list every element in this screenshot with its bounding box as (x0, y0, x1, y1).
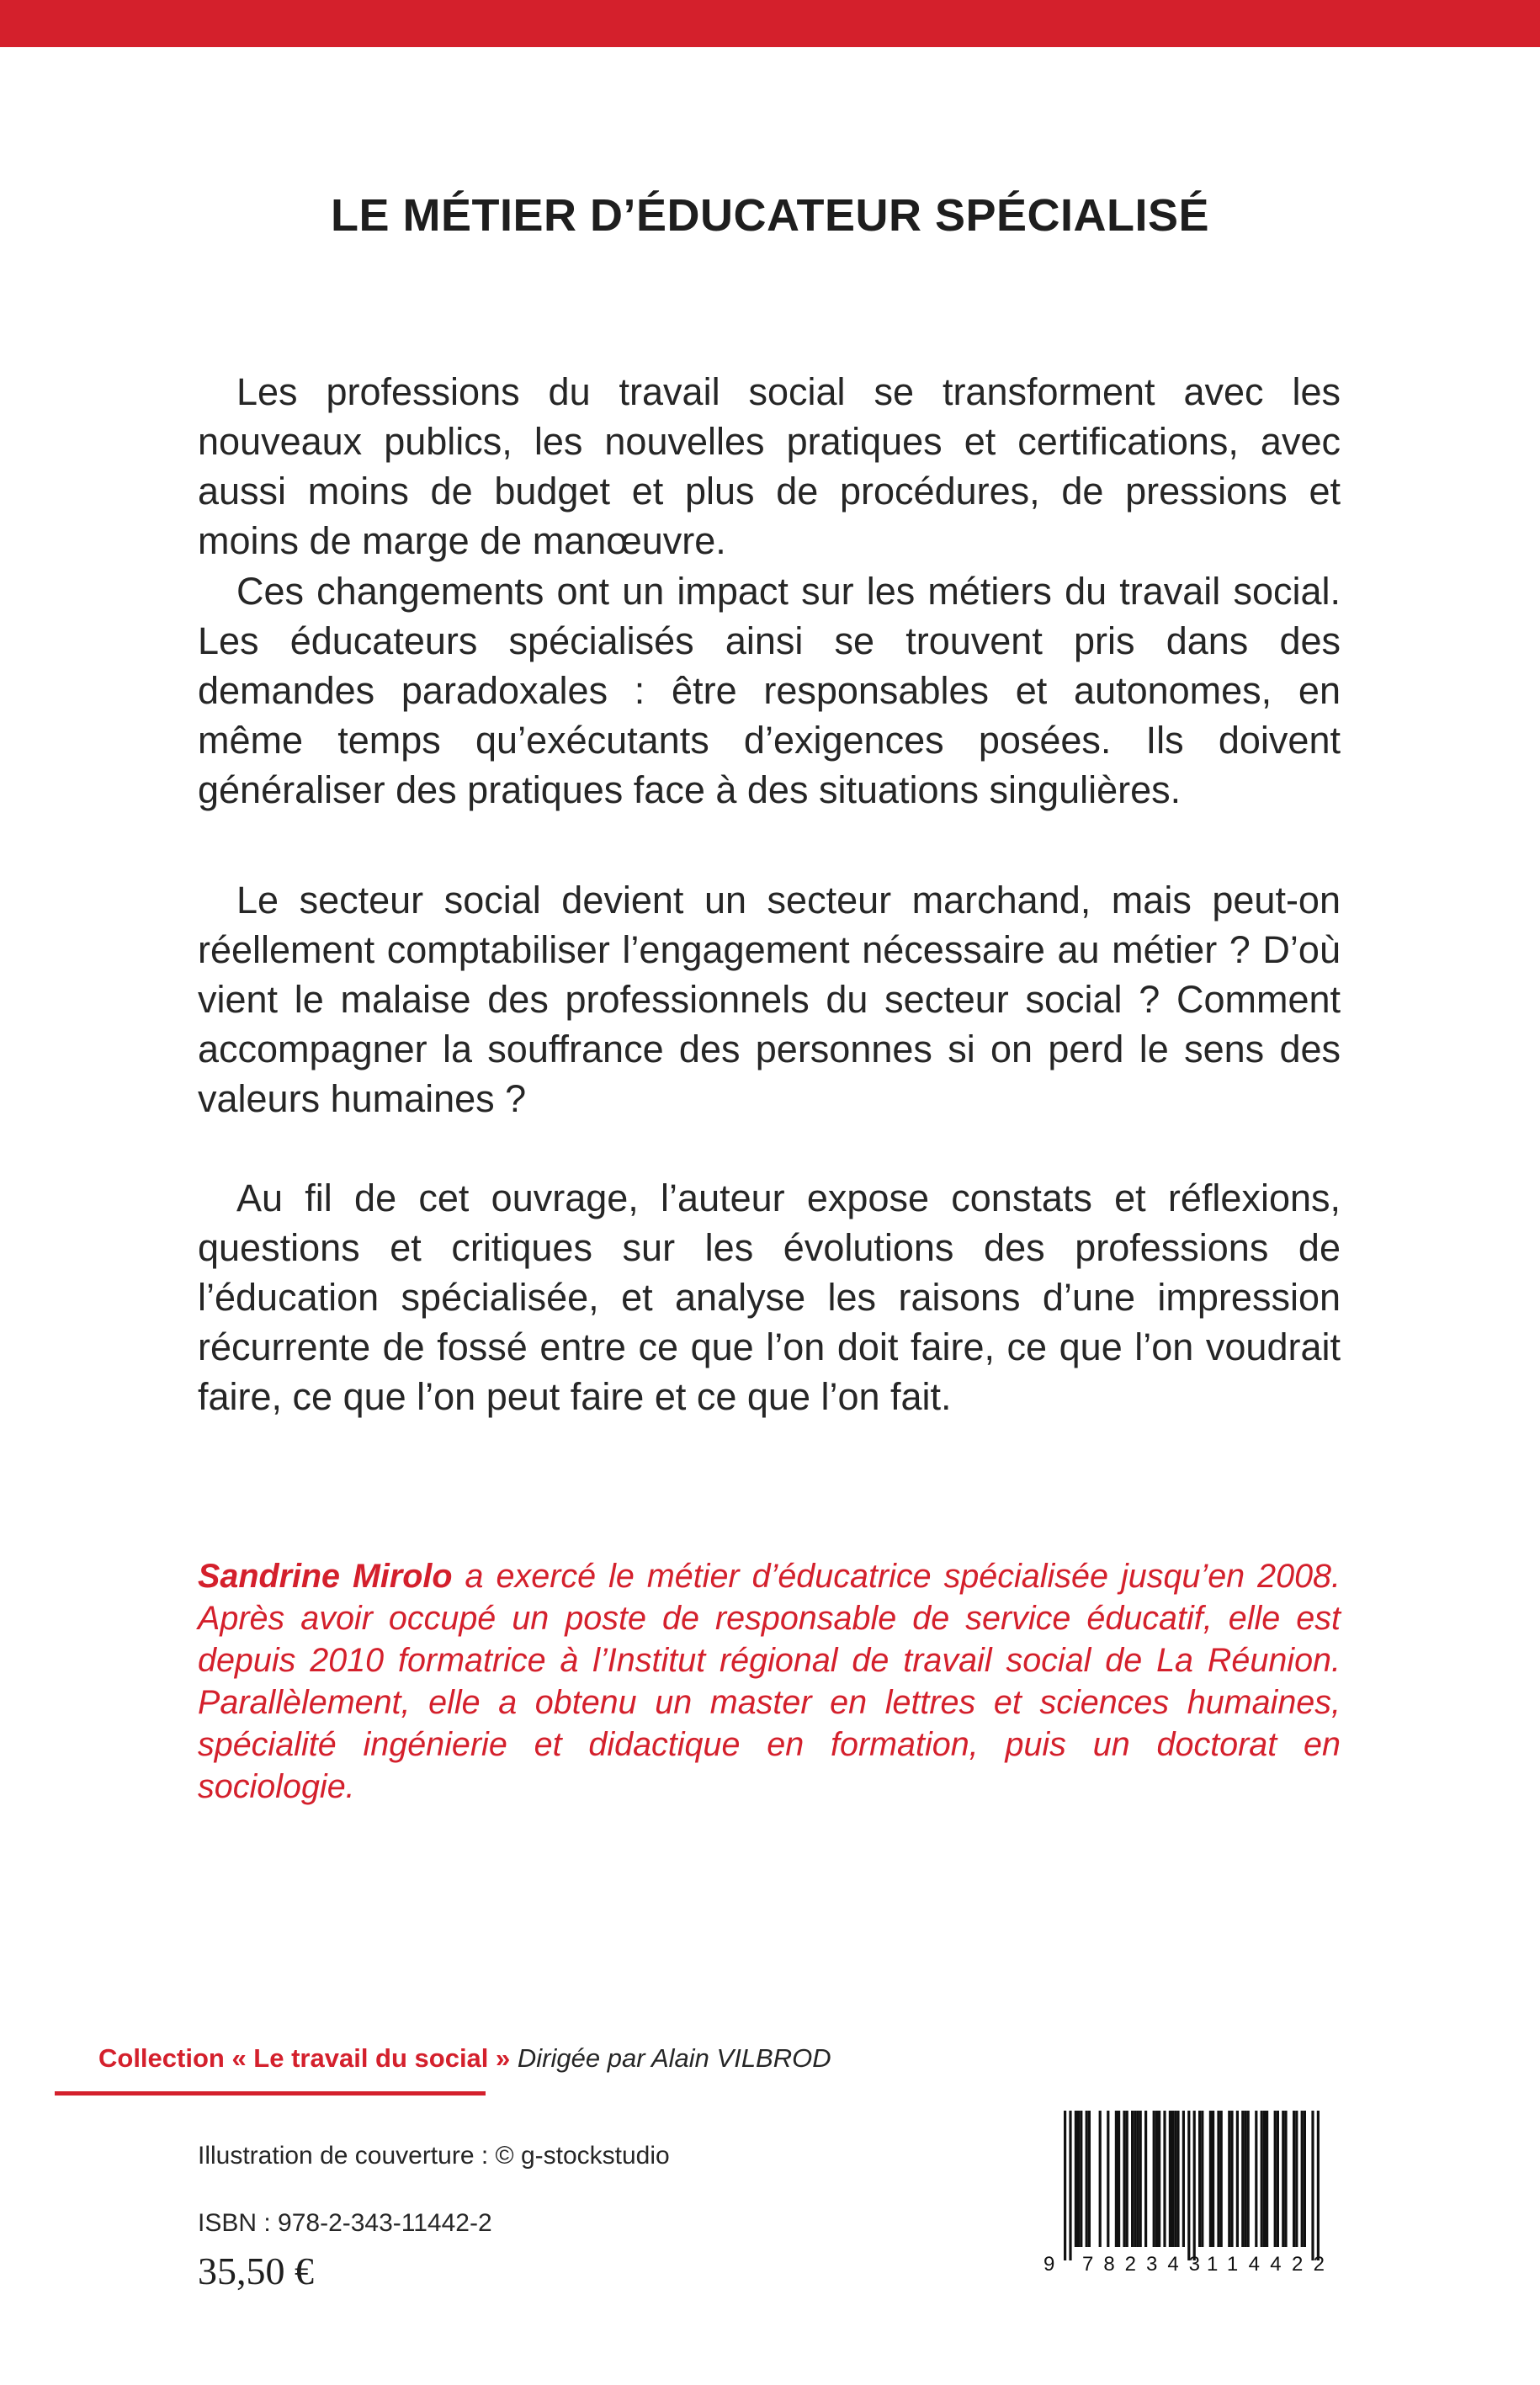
barcode-bar (1293, 2111, 1295, 2247)
author-bio (198, 1555, 1341, 1808)
isbn: ISBN : 978-2-343-11442-2 (198, 2209, 492, 2237)
barcode-bar (1134, 2111, 1136, 2247)
barcode-bar (1086, 2111, 1088, 2247)
author-name: Sandrine Mirolo (198, 1558, 453, 1595)
barcode-bar (1201, 2111, 1203, 2247)
barcode-first-digit: 9 (1043, 2253, 1055, 2276)
barcode-bar (1174, 2111, 1176, 2247)
barcode-bar (1241, 2111, 1244, 2247)
barcode-bar (1139, 2111, 1142, 2247)
barcode-bar (1266, 2111, 1268, 2247)
price: 35,50 € (198, 2250, 314, 2292)
barcode-bar (1230, 2111, 1233, 2247)
barcode-bar (1301, 2111, 1304, 2247)
illustration-credit: Illustration de couverture : © g-stockstudio (198, 2142, 670, 2170)
book-title: LE MÉTIER D’ÉDUCATEUR SPÉCIALISÉ (330, 190, 1210, 241)
barcode-bar (1118, 2111, 1120, 2247)
barcode-bar (1277, 2111, 1279, 2247)
collection-underline (55, 2091, 486, 2096)
barcode-bar (1282, 2111, 1284, 2247)
barcode-bar (1284, 2111, 1287, 2247)
barcode-bar (1163, 2111, 1166, 2247)
barcode-bar (1107, 2111, 1109, 2247)
blurb-paragraph-1 (198, 367, 1341, 566)
barcode-bar (1228, 2111, 1230, 2247)
barcode-bar (1171, 2111, 1174, 2247)
barcode-bar (1155, 2111, 1158, 2247)
barcode-bar (1115, 2111, 1118, 2247)
barcode-left-digits: 782343 (1082, 2253, 1200, 2276)
barcode-bar (1255, 2111, 1257, 2247)
barcode-bar (1263, 2111, 1266, 2247)
barcode-right-digits: 114422 (1207, 2253, 1325, 2276)
barcode-bar (1274, 2111, 1277, 2247)
barcode-bar (1080, 2111, 1082, 2247)
barcode-bar (1193, 2111, 1196, 2260)
blurb-text-4: Au fil de cet ouvrage, l’auteur expose constats et réflexions, questions et critiques sur les évolutions des professions de l’éducation spécialisée, et analyse les raisons d’une impression récurrente de fossé entre ce que l’on doit faire, ce que l’on voudrait faire, ce que l’on peut faire et ce que l’on fait. (198, 1177, 1341, 1418)
blurb-paragraph-3 (198, 875, 1341, 1123)
barcode-bar (1144, 2111, 1147, 2247)
barcode-bar (1295, 2111, 1298, 2247)
barcode-bar (1236, 2111, 1239, 2247)
barcode-bar (1158, 2111, 1160, 2247)
barcode-bar (1304, 2111, 1306, 2247)
barcode-bar (1220, 2111, 1223, 2247)
blurb-text-3: Le secteur social devient un secteur marchand, mais peut-on réellement comptabiliser l’engagement nécessaire au métier ? D’où vient le malaise des professionnels du secteur social ? Comment accompagner la souffrance des personnes si on perd le sens des valeurs humaines ? (198, 879, 1341, 1120)
blurb-paragraph-2 (198, 566, 1341, 815)
barcode-bar (1317, 2111, 1320, 2260)
barcode-bars (1064, 2111, 1320, 2260)
barcode-bar (1069, 2111, 1071, 2260)
barcode-bar (1123, 2111, 1125, 2247)
top-color-band (0, 0, 1540, 47)
barcode-bar (1244, 2111, 1246, 2247)
collection-line (98, 2043, 831, 2074)
barcode-bar (1311, 2111, 1314, 2260)
barcode-bar (1182, 2111, 1185, 2247)
barcode-bar (1209, 2111, 1212, 2247)
barcode-bar (1261, 2111, 1263, 2247)
blurb-paragraph-4 (198, 1173, 1341, 1421)
barcode-bar (1212, 2111, 1214, 2247)
barcode-bar (1169, 2111, 1171, 2247)
barcode-bar (1176, 2111, 1179, 2247)
barcode-bar (1077, 2111, 1080, 2247)
barcode-bar (1064, 2111, 1066, 2260)
barcode (1040, 2107, 1335, 2276)
barcode-bar (1153, 2111, 1155, 2247)
collection-label: Collection « Le travail du social » (98, 2043, 511, 2073)
blurb-text-1: Les professions du travail social se transforment avec les nouveaux publics, les nouvelles pratiques et certifications, avec aussi moins de budget et plus de procédures, de pressions et moins de marge de manœuvre. (198, 370, 1341, 562)
barcode-bar (1247, 2111, 1250, 2247)
blurb-text-2: Ces changements ont un impact sur les métiers du travail social. Les éducateurs spécialisés ainsi se trouvent pris dans des demandes paradoxales : être responsables et autonomes, en même temps qu’exécutants d’exigences posées. Ils doivent généraliser des pratiques face à des situations singulières. (198, 570, 1341, 811)
barcode-bar (1131, 2111, 1134, 2247)
barcode-bar (1187, 2111, 1190, 2260)
barcode-bar (1198, 2111, 1201, 2247)
author-bio-text: a exercé le métier d’éducatrice spécialisée jusqu’en 2008. Après avoir occupé un poste de responsable de service éducatif, elle est depuis 2010 formatrice à l’Institut régional de travail social de La Réunion. Parallèlement, elle a obtenu un master en lettres et sciences humaines, spécialité ingénierie et didactique en formation, puis un doctorat en sociologie. (198, 1558, 1341, 1805)
barcode-bar (1075, 2111, 1077, 2247)
barcode-bar (1126, 2111, 1128, 2247)
barcode-bar (1217, 2111, 1219, 2247)
barcode-bar (1136, 2111, 1139, 2247)
barcode-bar (1088, 2111, 1091, 2247)
barcode-bar (1099, 2111, 1102, 2247)
collection-director: Dirigée par Alain VILBROD (517, 2043, 831, 2073)
